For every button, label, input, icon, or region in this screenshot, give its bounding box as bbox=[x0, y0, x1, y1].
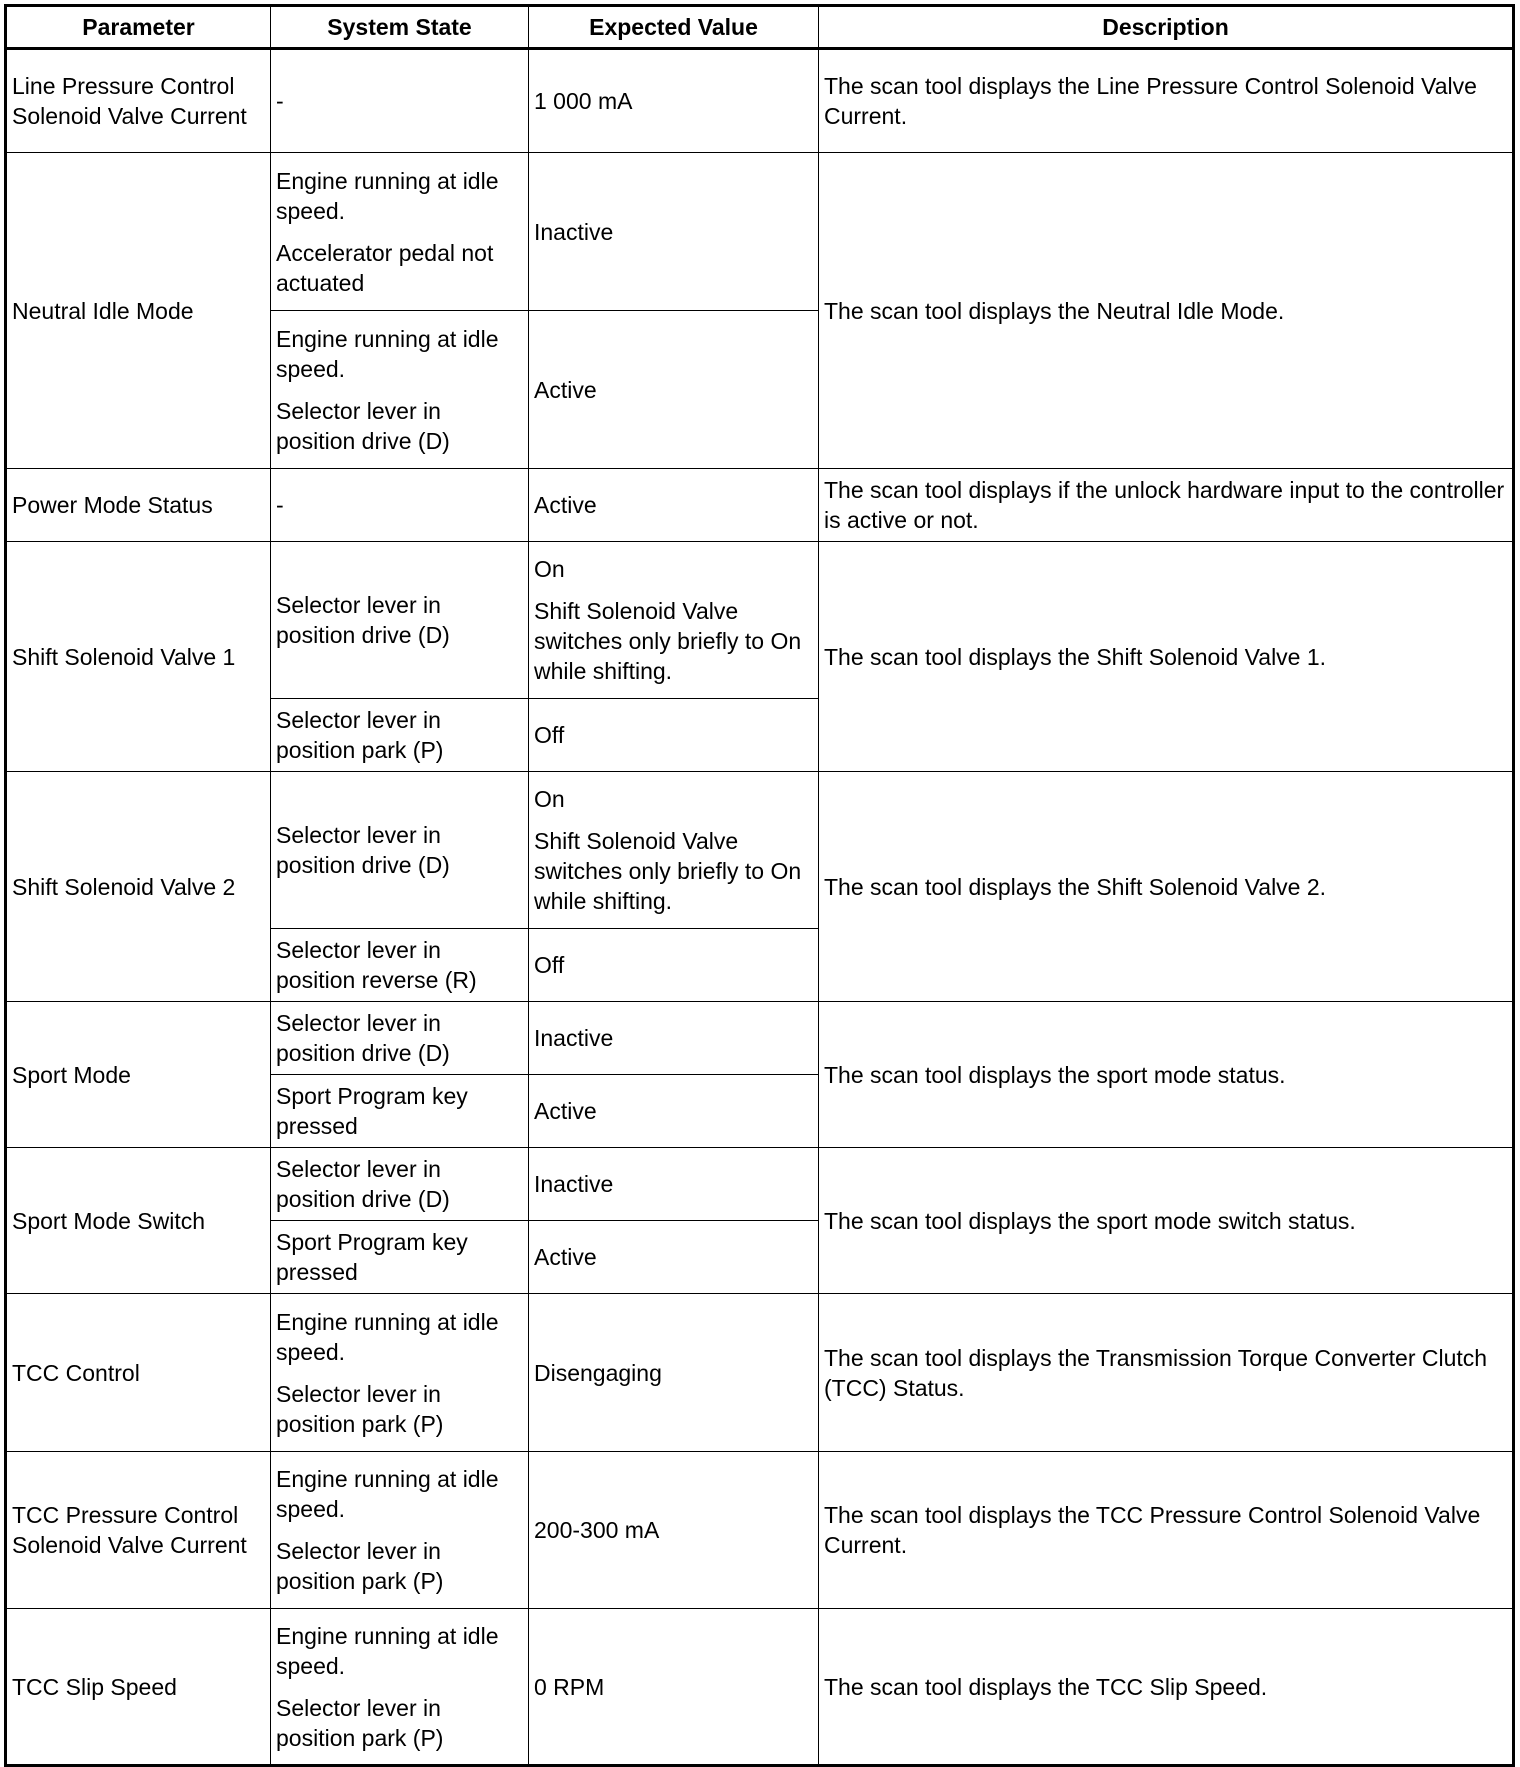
expected-value-cell-line: Active bbox=[534, 492, 597, 518]
parameter-cell: Shift Solenoid Valve 2 bbox=[6, 772, 271, 1002]
table-row bbox=[6, 1002, 1514, 1075]
system-state-cell-line: Selector lever in position park (P) bbox=[276, 707, 444, 763]
expected-value-cell-line: 0 RPM bbox=[534, 1673, 605, 1700]
system-state-cell bbox=[271, 311, 529, 469]
expected-value-cell-line: Shift Solenoid Valve switches only briefly to On while shifting. bbox=[534, 598, 802, 684]
system-state-cell-line: Selector lever in position reverse (R) bbox=[276, 937, 477, 993]
expected-value-cell-line: Active bbox=[534, 1098, 597, 1124]
system-state-cell bbox=[271, 1002, 529, 1075]
expected-value-cell-line: Disengaging bbox=[534, 1359, 662, 1386]
table-row bbox=[6, 1294, 1514, 1452]
system-state-cell-line: Selector lever in position drive (D) bbox=[276, 397, 450, 454]
description-cell: The scan tool displays the Shift Solenoid Valve 2. bbox=[819, 772, 1514, 1002]
header-system-state: System State bbox=[271, 6, 529, 49]
description-cell: The scan tool displays the Shift Solenoid Valve 1. bbox=[819, 542, 1514, 772]
system-state-cell-line: Sport Program key pressed bbox=[276, 1083, 468, 1139]
parameter-table bbox=[4, 4, 1515, 1767]
system-state-cell-line: Selector lever in position drive (D) bbox=[276, 1156, 450, 1212]
table-row bbox=[6, 49, 1514, 153]
expected-value-cell bbox=[529, 1221, 819, 1294]
description-cell: The scan tool displays the Neutral Idle Mode. bbox=[819, 153, 1514, 469]
system-state-cell-line: Accelerator pedal not actuated bbox=[276, 239, 494, 296]
expected-value-cell bbox=[529, 153, 819, 311]
expected-value-cell bbox=[529, 929, 819, 1002]
expected-value-cell-line: Active bbox=[534, 1244, 597, 1270]
system-state-cell bbox=[271, 699, 529, 772]
expected-value-cell bbox=[529, 1075, 819, 1148]
system-state-cell bbox=[271, 469, 529, 542]
expected-value-cell bbox=[529, 772, 819, 929]
system-state-cell bbox=[271, 772, 529, 929]
parameter-cell: Line Pressure Control Solenoid Valve Current bbox=[6, 49, 271, 153]
system-state-cell-line: Selector lever in position drive (D) bbox=[276, 822, 450, 878]
expected-value-cell-line: Inactive bbox=[534, 1171, 614, 1197]
description-cell: The scan tool displays the TCC Slip Speed. bbox=[819, 1609, 1514, 1766]
description-cell: The scan tool displays the Transmission Torque Converter Clutch (TCC) Status. bbox=[819, 1294, 1514, 1452]
expected-value-cell bbox=[529, 311, 819, 469]
description-cell: The scan tool displays the TCC Pressure Control Solenoid Valve Current. bbox=[819, 1452, 1514, 1609]
expected-value-cell-line: On bbox=[534, 786, 565, 812]
system-state-cell bbox=[271, 1148, 529, 1221]
parameter-cell: TCC Control bbox=[6, 1294, 271, 1452]
parameter-cell: Shift Solenoid Valve 1 bbox=[6, 542, 271, 772]
description-cell: The scan tool displays the Line Pressure Control Solenoid Valve Current. bbox=[819, 49, 1514, 153]
system-state-cell-line: Engine running at idle speed. bbox=[276, 1466, 499, 1522]
system-state-cell bbox=[271, 1075, 529, 1148]
system-state-cell-line: Selector lever in position park (P) bbox=[276, 1380, 444, 1437]
expected-value-cell-line: Inactive bbox=[534, 1025, 614, 1051]
system-state-cell-line: Selector lever in position drive (D) bbox=[276, 1010, 450, 1066]
table-row bbox=[6, 469, 1514, 542]
expected-value-cell bbox=[529, 49, 819, 153]
expected-value-cell-line: 1 000 mA bbox=[534, 88, 633, 114]
table-row bbox=[6, 772, 1514, 929]
header-description: Description bbox=[819, 6, 1514, 49]
system-state-cell bbox=[271, 1221, 529, 1294]
table-row bbox=[6, 1148, 1514, 1221]
table-row bbox=[6, 1609, 1514, 1766]
system-state-cell-line: Selector lever in position drive (D) bbox=[276, 592, 450, 648]
description-cell: The scan tool displays the sport mode switch status. bbox=[819, 1148, 1514, 1294]
system-state-cell-line: Sport Program key pressed bbox=[276, 1229, 468, 1285]
system-state-cell-line: Engine running at idle speed. bbox=[276, 167, 499, 224]
parameter-cell: TCC Slip Speed bbox=[6, 1609, 271, 1766]
expected-value-cell-line: Active bbox=[534, 376, 597, 403]
system-state-cell bbox=[271, 1294, 529, 1452]
expected-value-cell bbox=[529, 1609, 819, 1766]
system-state-cell bbox=[271, 1609, 529, 1766]
expected-value-cell bbox=[529, 469, 819, 542]
system-state-cell-line: - bbox=[276, 492, 284, 518]
expected-value-cell bbox=[529, 1452, 819, 1609]
system-state-cell-line: Engine running at idle speed. bbox=[276, 1308, 499, 1365]
system-state-cell-line: Engine running at idle speed. bbox=[276, 325, 499, 382]
expected-value-cell bbox=[529, 542, 819, 699]
expected-value-cell bbox=[529, 1294, 819, 1452]
expected-value-cell-line: On bbox=[534, 556, 565, 582]
expected-value-cell-line: 200-300 mA bbox=[534, 1517, 660, 1543]
expected-value-cell-line: Off bbox=[534, 722, 565, 748]
system-state-cell bbox=[271, 49, 529, 153]
system-state-cell-line: Engine running at idle speed. bbox=[276, 1622, 499, 1679]
system-state-cell-line: Selector lever in position park (P) bbox=[276, 1538, 444, 1594]
expected-value-cell bbox=[529, 1148, 819, 1221]
parameter-cell: Sport Mode Switch bbox=[6, 1148, 271, 1294]
expected-value-cell-line: Off bbox=[534, 952, 565, 978]
parameter-cell: Sport Mode bbox=[6, 1002, 271, 1148]
system-state-cell bbox=[271, 929, 529, 1002]
description-cell: The scan tool displays the sport mode status. bbox=[819, 1002, 1514, 1148]
system-state-cell bbox=[271, 1452, 529, 1609]
expected-value-cell bbox=[529, 1002, 819, 1075]
table-row bbox=[6, 542, 1514, 699]
system-state-cell-line: Selector lever in position park (P) bbox=[276, 1694, 444, 1751]
description-cell: The scan tool displays if the unlock hardware input to the controller is active or not. bbox=[819, 469, 1514, 542]
system-state-cell bbox=[271, 542, 529, 699]
system-state-cell-line: - bbox=[276, 88, 284, 114]
system-state-cell bbox=[271, 153, 529, 311]
table-row bbox=[6, 1452, 1514, 1609]
table-row bbox=[6, 153, 1514, 311]
expected-value-cell bbox=[529, 699, 819, 772]
document-page bbox=[4, 4, 1512, 1761]
parameter-cell: Neutral Idle Mode bbox=[6, 153, 271, 469]
parameter-cell: TCC Pressure Control Solenoid Valve Current bbox=[6, 1452, 271, 1609]
expected-value-cell-line: Shift Solenoid Valve switches only briefly to On while shifting. bbox=[534, 828, 802, 914]
table-body bbox=[6, 49, 1514, 1766]
header-parameter: Parameter bbox=[6, 6, 271, 49]
table-header-row bbox=[6, 6, 1514, 49]
parameter-cell: Power Mode Status bbox=[6, 469, 271, 542]
header-expected-value: Expected Value bbox=[529, 6, 819, 49]
expected-value-cell-line: Inactive bbox=[534, 218, 614, 245]
